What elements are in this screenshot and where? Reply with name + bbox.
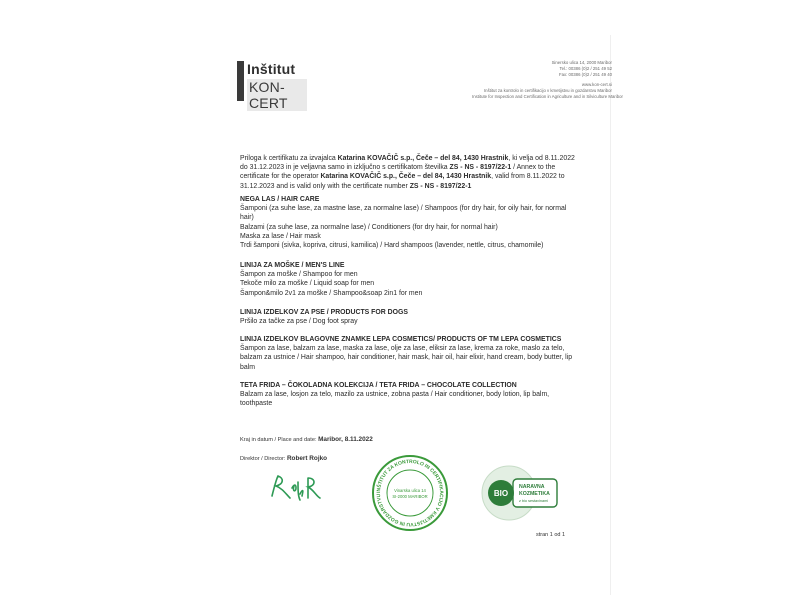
- intro-cert-number-sl: ZS - NS - 8197/22-1: [449, 164, 512, 172]
- bio-natural-cosmetics-badge: [479, 462, 559, 524]
- header-email: www.kon-cert.si: [581, 81, 612, 87]
- header-tel: Tel.: 00386 (0)2 / 251 49 52: [559, 66, 612, 72]
- intro-sl-middle: , ki velja od 8.11.2022 do 31.12.2023 in je veljavna samo in izključno s certifikatom številka: [240, 155, 575, 172]
- section-heading: LINIJA IZDELKOV BLAGOVNE ZNAMKE LEPA COSMETICS/ PRODUCTS OF TM LEPA COSMETICS: [240, 336, 562, 343]
- intro-sl-prefix: Priloga k certifikatu za izvajalca: [240, 155, 338, 162]
- intro-operator-en: Katarina KOVAČIČ s.p., Čeče – del 84, 1430 Hrastnik: [320, 173, 492, 181]
- place-label: Kraj in datum / Place and date:: [240, 437, 319, 443]
- intro-paragraph: [240, 154, 580, 191]
- director-label: Direktor / Director:: [240, 456, 287, 462]
- bio-line1: NARAVNA: [519, 484, 545, 490]
- list-item: Šampon za lase, balzam za lase, maska za lase, olje za lase, eliksir za lase, krema za roke, maslo za telo, balzam za ustnice / Hair shampoo, hair conditioner, hair mask, hair oil, hair elixir, hand cream, body butter, lip balm: [240, 345, 573, 371]
- section-heading: TETA FRIDA – ČOKOLADNA KOLEKCIJA / TETA FRIDA – CHOCOLATE COLLECTION: [240, 382, 517, 389]
- page-right-edge: [610, 35, 611, 595]
- bio-line3: z bio sestavinami: [519, 499, 549, 503]
- section-teta-frida: [240, 381, 580, 409]
- intro-operator-sl: Katarina KOVAČIČ s.p., Čeče – del 84, 1430 Hrastnik: [337, 155, 509, 162]
- section-heading: LINIJA ZA MOŠKE / MEN'S LINE: [240, 262, 345, 269]
- director: [240, 455, 327, 462]
- stamp-center-line1: Vinarska ulica 14: [394, 488, 426, 493]
- letterhead-contact: [472, 60, 623, 100]
- logo-top-text: Inštitut: [247, 61, 296, 77]
- stamp-ring-text: INŠTITUT ZA KONTROLO IN CERTIFIKACIJO V KMETIJSTVU IN GOZDARSTVU: [375, 458, 445, 528]
- list-item: Šampon&milo 2v1 za moške / Shampoo&soap 2in1 for men: [240, 289, 423, 297]
- institut-kon-cert-logo: [237, 61, 307, 111]
- stamp-center-line2: SI-2000 MARIBOR: [392, 494, 428, 499]
- bio-line2: KOZMETIKA: [519, 491, 550, 497]
- signature-icon: [262, 470, 324, 504]
- list-item: Šampon za moške / Shampoo for men: [240, 271, 358, 279]
- logo-bottom-text: KON-CERT: [247, 79, 307, 111]
- list-item: Šamponi (za suhe lase, za mastne lase, za normalne lase) / Shampoos (for dry hair, for oily hair, for normal hair): [240, 205, 567, 222]
- page-number: stran 1 od 1: [536, 532, 566, 538]
- section-products-for-dogs: [240, 308, 580, 326]
- list-item: Maska za lase / Hair mask: [240, 232, 321, 240]
- intro-slash: /: [511, 164, 517, 172]
- list-item: Balzam za lase, losjon za telo, mazilo za ustnice, zobna pasta / Hair conditioner, body lotion, lip balm, toothpaste: [240, 391, 550, 408]
- section-heading: LINIJA IZDELKOV ZA PSE / PRODUCTS FOR DOGS: [240, 309, 408, 316]
- list-item: Tekoče milo za moške / Liquid soap for men: [240, 280, 375, 288]
- intro-en-middle: , valid from 8.11.2022 to 31.12.2023 and is valid only with the certificate number: [240, 173, 565, 190]
- header-institute-en: Institute for Inspection and Certification in Agriculture and in Silviculture Maribor: [472, 94, 623, 100]
- header-address: Sinersko ulica 14, 2000 Maribor: [551, 60, 612, 65]
- header-fax: Fax: 00386 (0)2 / 251 49 40: [558, 72, 612, 78]
- director-value: Robert Rojko: [286, 455, 328, 462]
- section-hair-care: [240, 195, 580, 250]
- intro-cert-number-en: ZS - NS - 8197/22-1: [409, 182, 472, 190]
- section-heading: NEGA LAS / HAIR CARE: [240, 196, 320, 203]
- intro-en-prefix: Annex to the certificate for the operator: [240, 164, 556, 181]
- list-item: Balzami (za suhe lase, za normalne lase) / Conditioners (for dry hair, for normal hair): [240, 223, 498, 231]
- section-mens-line: [240, 261, 580, 298]
- list-item: Trdi šamponi (sivka, kopriva, citrusi, kamilica) / Hard shampoos (lavender, nettle, citrus, chamomile): [240, 242, 544, 250]
- certification-stamp-icon: [370, 453, 450, 533]
- section-lepa-cosmetics: [240, 335, 580, 372]
- place-and-date: [240, 436, 373, 443]
- list-item: Pršilo za tačke za pse / Dog foot spray: [240, 318, 358, 326]
- place-value: Maribor, 8.11.2022: [318, 436, 373, 443]
- bio-logo-text: BIO: [493, 489, 509, 498]
- logo-bar: [237, 61, 244, 101]
- header-institute-sl: Inštitut za kontrolo in certifikacijo v kmetijstvu in gozdarstvu Maribor: [483, 87, 612, 93]
